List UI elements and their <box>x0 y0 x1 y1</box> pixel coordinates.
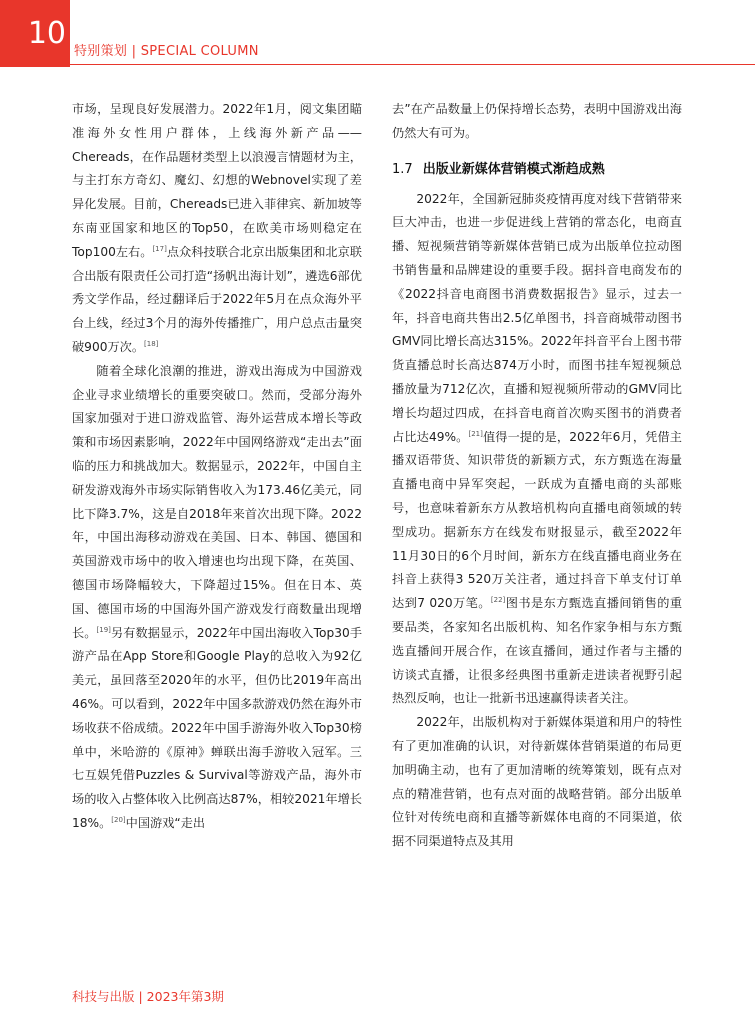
paragraph <box>392 711 682 854</box>
text-run: 值得一提的是，2022年6月，凭借主播双语带货、知识带货的新颖方式，东方甄选在海量直播电商中异军突起，一跃成为直播电商的头部账号，也意味着新东方从教培机构向直播电商领域的转型成功。据新东方在线发布财报显示，截至2022年11月30日的6个月时间，新东方在线直播电商业务在抖音上获得3 520万关注者，通过抖音下单支付订单达到7 020万笔。 <box>392 429 682 611</box>
header-divider <box>70 64 755 65</box>
paragraph <box>72 98 362 360</box>
paragraph <box>392 98 682 146</box>
text-run: 图书是东方甄选直播间销售的重要品类，各家知名出版机构、知名作家争相与东方甄选直播间开展合作，在该直播间，通过作者与主播的访谈式直播，让很多经典图书重新走进读者视野引起热烈反响，也让一批新书迅速赢得读者关注。 <box>392 596 683 706</box>
section-heading <box>392 160 682 180</box>
column-title: 特别策划 | SPECIAL COLUMN <box>74 44 259 59</box>
text-run: 市场，呈现良好发展潜力。2022年1月，阅文集团瞄准海外女性用户群体，上线海外新产品——Chereads，在作品题材类型上以浪漫言情题材为主，与主打东方奇幻、魔幻、幻想的Webnovel实现了差异化发展。目前，Chereads已进入菲律宾、新加坡等东南亚国家和地区的Top50，在欧美市场则稳定在Top100左右。 <box>72 102 362 259</box>
reference-marker: [19] <box>96 625 111 634</box>
text-run: 点众科技联合北京出版集团和北京联合出版有限责任公司打造“扬帆出海计划”，遴选6部优秀文学作品，经过翻译后于2022年5月在点众海外平台上线，经过3个月的海外传播推广，用户总点击量突破900万次。 <box>72 244 362 354</box>
text-run: 2022年，出版机构对于新媒体渠道和用户的特性有了更加准确的认识，对待新媒体营销渠道的布局更加明确主动，也有了更加清晰的统筹策划，既有点对点的精准营销，也有点对面的战略营销。部分出版单位针对传统电商和直播等新媒体电商的不同渠道，依据不同渠道特点及其用 <box>392 715 682 849</box>
reference-marker: [18] <box>144 339 159 348</box>
paragraph <box>392 188 682 712</box>
footer-journal-info: 科技与出版 | 2023年第3期 <box>72 989 224 1004</box>
reference-marker: [20] <box>111 815 126 824</box>
section-title: 出版业新媒体营销模式渐趋成熟 <box>422 161 605 177</box>
reference-marker: [17] <box>152 244 167 253</box>
section-number: 1.7 <box>392 161 413 177</box>
text-run: 中国游戏“走出 <box>125 815 206 830</box>
page-number: 10 <box>0 0 70 67</box>
reference-marker: [22] <box>490 596 506 605</box>
right-column <box>392 98 682 854</box>
text-run: 2022年，全国新冠肺炎疫情再度对线下营销带来巨大冲击，也进一步促进线上营销的常态化，电商直播、短视频营销等新媒体营销已成为出版单位拉动图书销售量和品牌建设的重要手段。据抖音电商发布的《2022抖音电商图书消费数据报告》显示，过去一年，抖音电商共售出2.5亿单图书，抖音商城带动图书GMV同比增长高达315%。2022年抖音平台上图书带货直播总时长高达874万小时，而图书挂车短视频总播放量为712亿次，直播和短视频所带动的GMV同比增长均超过四成，在抖音电商首次购买图书的消费者占比达49%。 <box>392 191 682 444</box>
text-run: 随着全球化浪潮的推进，游戏出海成为中国游戏企业寻求业绩增长的重要突破口。然而，受部分海外国家加强对于进口游戏监管、海外运营成本增长等政策和市场因素影响，2022年中国网络游戏“走出去”面临的压力和挑战加大。数据显示，2022年，中国自主研发游戏海外市场实际销售收入为173.46亿美元，同比下降3.7%，这是自2018年来首次出现下降。2022年，中国出海移动游戏在美国、日本、韩国、德国和英国游戏市场中的收入增速也均出现下降，在英国、德国市场降幅较大，下降超过15%。但在日本、英国、德国市场的中国海外国产游戏发行商数量出现增长。 <box>72 363 362 640</box>
text-run: 另有数据显示，2022年中国出海收入Top30手游产品在App Store和Google Play的总收入为92亿美元，虽回落至2020年的水平，但仍比2019年高出46%。可以看到，2022年中国多款游戏仍然在海外市场收获不俗成绩。2022年中国手游海外收入Top30榜单中，米哈游的《原神》蝉联出海手游收入冠军。三七互娱凭借Puzzles & Survival等游戏产品，海外市场的收入占整体收入比例高达87%，相较2021年增长18%。 <box>72 625 363 830</box>
reference-marker: [21] <box>468 429 483 438</box>
paragraph <box>72 360 362 836</box>
left-column <box>72 98 362 836</box>
text-run: 去”在产品数量上仍保持增长态势，表明中国游戏出海仍然大有可为。 <box>392 102 682 140</box>
